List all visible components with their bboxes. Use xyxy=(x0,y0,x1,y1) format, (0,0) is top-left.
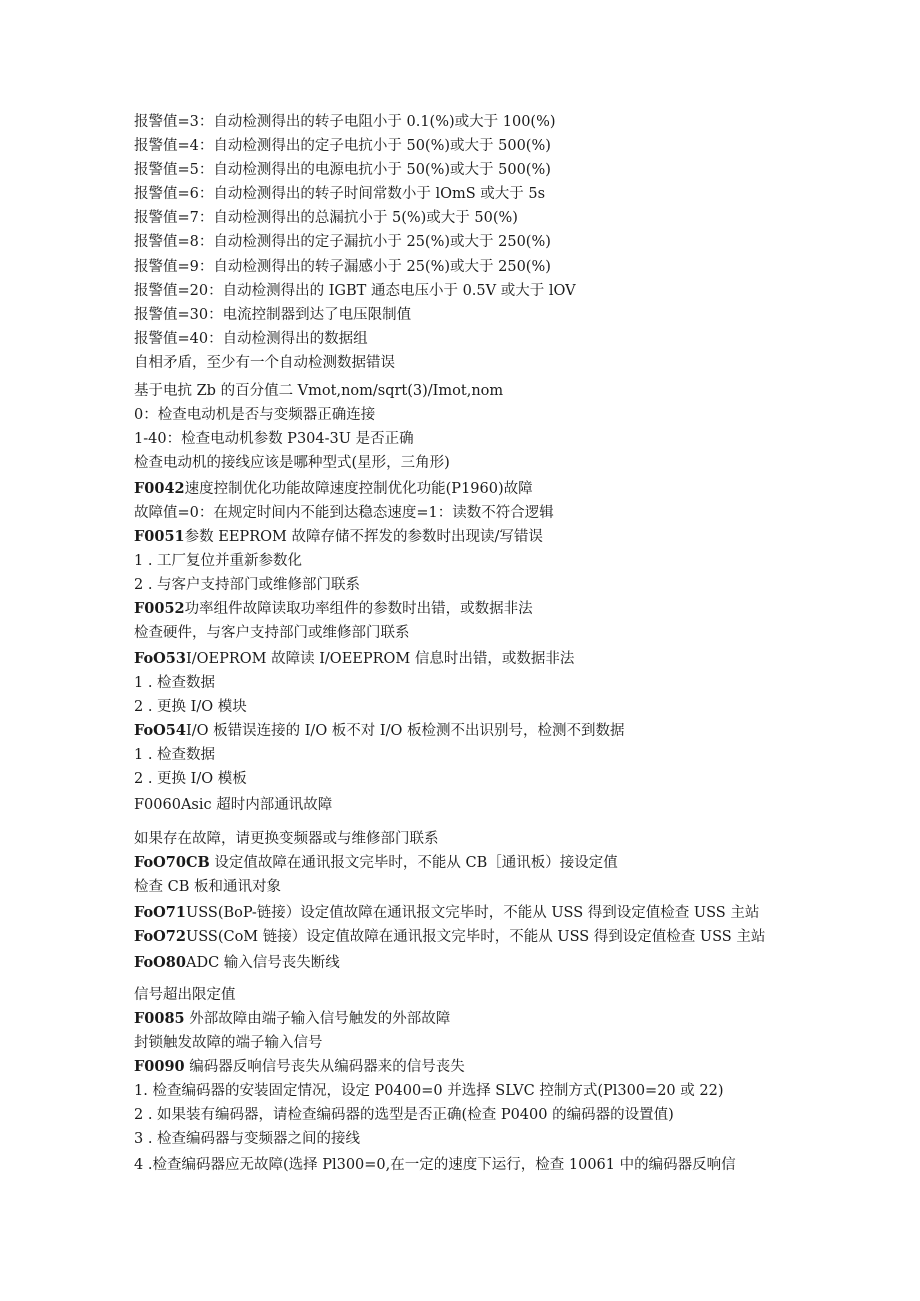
text-line xyxy=(134,527,543,547)
text-line xyxy=(134,769,247,789)
line-text: 2 . 如果装有编码器，请检查编码器的选型是否正确(检查 P0400 的编码器的设置值) xyxy=(134,1107,674,1123)
line-text: 参数 EEPROM 故障存储不挥发的参数时出现读/写错误 xyxy=(184,529,543,545)
text-line xyxy=(134,649,574,669)
text-line xyxy=(134,1009,450,1029)
fault-code: F0052 xyxy=(134,600,185,617)
text-line xyxy=(134,1057,465,1077)
text-line xyxy=(134,927,765,947)
line-text: 检查 CB 板和通讯对象 xyxy=(134,879,281,895)
fault-code: FoO53 xyxy=(134,650,186,667)
text-line xyxy=(134,257,551,277)
text-line xyxy=(134,1081,723,1101)
line-text: 报警值=20：自动检测得出的 IGBT 通态电压小于 0.5V 或大于 lOV xyxy=(134,283,576,299)
text-line xyxy=(134,329,368,349)
line-text: 0：检查电动机是否与变频器正确连接 xyxy=(134,407,376,423)
text-line xyxy=(134,829,439,849)
text-line xyxy=(134,721,625,741)
line-text: 2 . 与客户支持部门或维修部门联系 xyxy=(134,577,361,593)
line-text: 报警值=8：自动检测得出的定子漏抗小于 25(%)或大于 250(%) xyxy=(134,234,551,250)
text-line xyxy=(134,160,551,180)
line-text: I/OEPROM 故障读 I/OEEPROM 信息时出错，或数据非法 xyxy=(185,651,575,667)
line-text: I/O 板错误连接的 I/O 板不对 I/O 板检测不出识别号，检测不到数据 xyxy=(185,723,625,739)
text-line xyxy=(134,503,554,523)
text-line xyxy=(134,877,281,897)
text-line xyxy=(134,136,551,156)
line-text: 如果存在故障，请更换变频器或与维修部门联系 xyxy=(134,831,439,847)
text-line xyxy=(134,697,247,717)
line-text: USS(CoM 链接）设定值故障在通讯报文完毕时，不能从 USS 得到设定值检查 USS 主站 xyxy=(185,929,766,945)
text-line xyxy=(134,112,556,132)
text-line xyxy=(134,953,340,973)
text-line xyxy=(134,1155,736,1175)
line-text: 功率组件故障读取功率组件的参数时出错，或数据非法 xyxy=(184,601,533,617)
text-line xyxy=(134,1105,674,1125)
text-line xyxy=(134,1033,323,1053)
text-line xyxy=(134,405,375,425)
line-text: 3 . 检查编码器与变频器之间的接线 xyxy=(134,1131,361,1147)
line-text: 速度控制优化功能故障速度控制优化功能(P1960)故障 xyxy=(184,481,533,497)
text-line xyxy=(134,353,395,373)
line-text: 设定值故障在通讯报文完毕时，不能从 CB［通讯板）接设定值 xyxy=(209,855,618,871)
line-text: 自相矛盾，至少有一个自动检测数据错误 xyxy=(134,355,395,371)
fault-code: F0085 xyxy=(134,1010,185,1027)
line-text: 检查硬件，与客户支持部门或维修部门联系 xyxy=(134,625,410,641)
fault-code: F0042 xyxy=(134,480,185,497)
fault-code: FoO71 xyxy=(134,904,186,921)
line-text: 报警值=4：自动检测得出的定子电抗小于 50(%)或大于 500(%) xyxy=(134,138,551,154)
line-text: 报警值=3：自动检测得出的转子电阻小于 0.1(%)或大于 100(%) xyxy=(134,114,556,130)
text-line xyxy=(134,673,215,693)
line-text: 封锁触发故障的端子输入信号 xyxy=(134,1035,323,1051)
text-line xyxy=(134,903,759,923)
fault-code: FoO80 xyxy=(134,954,186,971)
line-text: 4 .检查编码器应无故障(选择 Pl300=0,在一定的速度下运行，检查 10061 中的编码器反响信 xyxy=(134,1157,736,1173)
text-line xyxy=(134,551,302,571)
line-text: 1. 检查编码器的安装固定情况，设定 P0400=0 并选择 SLVC 控制方式(Pl300=20 或 22) xyxy=(134,1083,724,1099)
line-text: 基于电抗 Zb 的百分值二 Vmot,nom/sqrt(3)/Imot,nom xyxy=(134,383,504,399)
text-line xyxy=(134,381,503,401)
line-text: 1-40：检查电动机参数 P304-3U 是否正确 xyxy=(134,431,414,447)
line-text: USS(BoP-链接）设定值故障在通讯报文完毕时，不能从 USS 得到设定值检查 USS 主站 xyxy=(185,905,760,921)
line-text: 编码器反响信号丧失从编码器来的信号丧失 xyxy=(184,1059,465,1075)
line-text: 报警值=30：电流控制器到达了电压限制值 xyxy=(134,307,412,323)
line-text: ADC 输入信号丧失断线 xyxy=(185,955,340,971)
text-line xyxy=(134,575,360,595)
line-text: 报警值=40：自动检测得出的数据组 xyxy=(134,331,368,347)
line-text: 检查电动机的接线应该是哪种型式(星形，三角形) xyxy=(134,455,450,471)
fault-code: FoO70CB xyxy=(134,854,210,871)
line-text: 报警值=7：自动检测得出的总漏抗小于 5(%)或大于 50(%) xyxy=(134,210,518,226)
line-text: 信号超出限定值 xyxy=(134,987,236,1003)
text-line xyxy=(134,1129,360,1149)
text-line xyxy=(134,853,618,873)
fault-code: F0090 xyxy=(134,1058,185,1075)
line-text: 1 . 工厂复位并重新参数化 xyxy=(134,553,303,569)
line-text: 1 . 检查数据 xyxy=(134,675,216,691)
text-line xyxy=(134,429,414,449)
line-text: F0060Asic 超时内部通讯故障 xyxy=(134,797,333,813)
line-text: 故障值=0：在规定时间内不能到达稳态速度=1：读数不符合逻辑 xyxy=(134,505,554,521)
line-text: 2 . 更换 I/O 模块 xyxy=(134,699,247,715)
line-text: 2 . 更换 I/O 模板 xyxy=(134,771,247,787)
text-line xyxy=(134,305,411,325)
fault-code: FoO72 xyxy=(134,928,186,945)
fault-code: F0051 xyxy=(134,528,185,545)
fault-code: FoO54 xyxy=(134,722,186,739)
text-line xyxy=(134,208,518,228)
text-line xyxy=(134,623,410,643)
text-line xyxy=(134,184,545,204)
line-text: 外部故障由端子输入信号触发的外部故障 xyxy=(184,1011,451,1027)
text-line xyxy=(134,745,215,765)
line-text: 报警值=6：自动检测得出的转子时间常数小于 lOmS 或大于 5s xyxy=(134,186,546,202)
text-line xyxy=(134,599,533,619)
text-line xyxy=(134,281,576,301)
text-line xyxy=(134,453,450,473)
line-text: 报警值=5：自动检测得出的电源电抗小于 50(%)或大于 500(%) xyxy=(134,162,551,178)
line-text: 1 . 检查数据 xyxy=(134,747,216,763)
text-line xyxy=(134,795,332,815)
text-line xyxy=(134,232,551,252)
text-line xyxy=(134,985,236,1005)
line-text: 报警值=9：自动检测得出的转子漏感小于 25(%)或大于 250(%) xyxy=(134,259,551,275)
text-line xyxy=(134,479,533,499)
